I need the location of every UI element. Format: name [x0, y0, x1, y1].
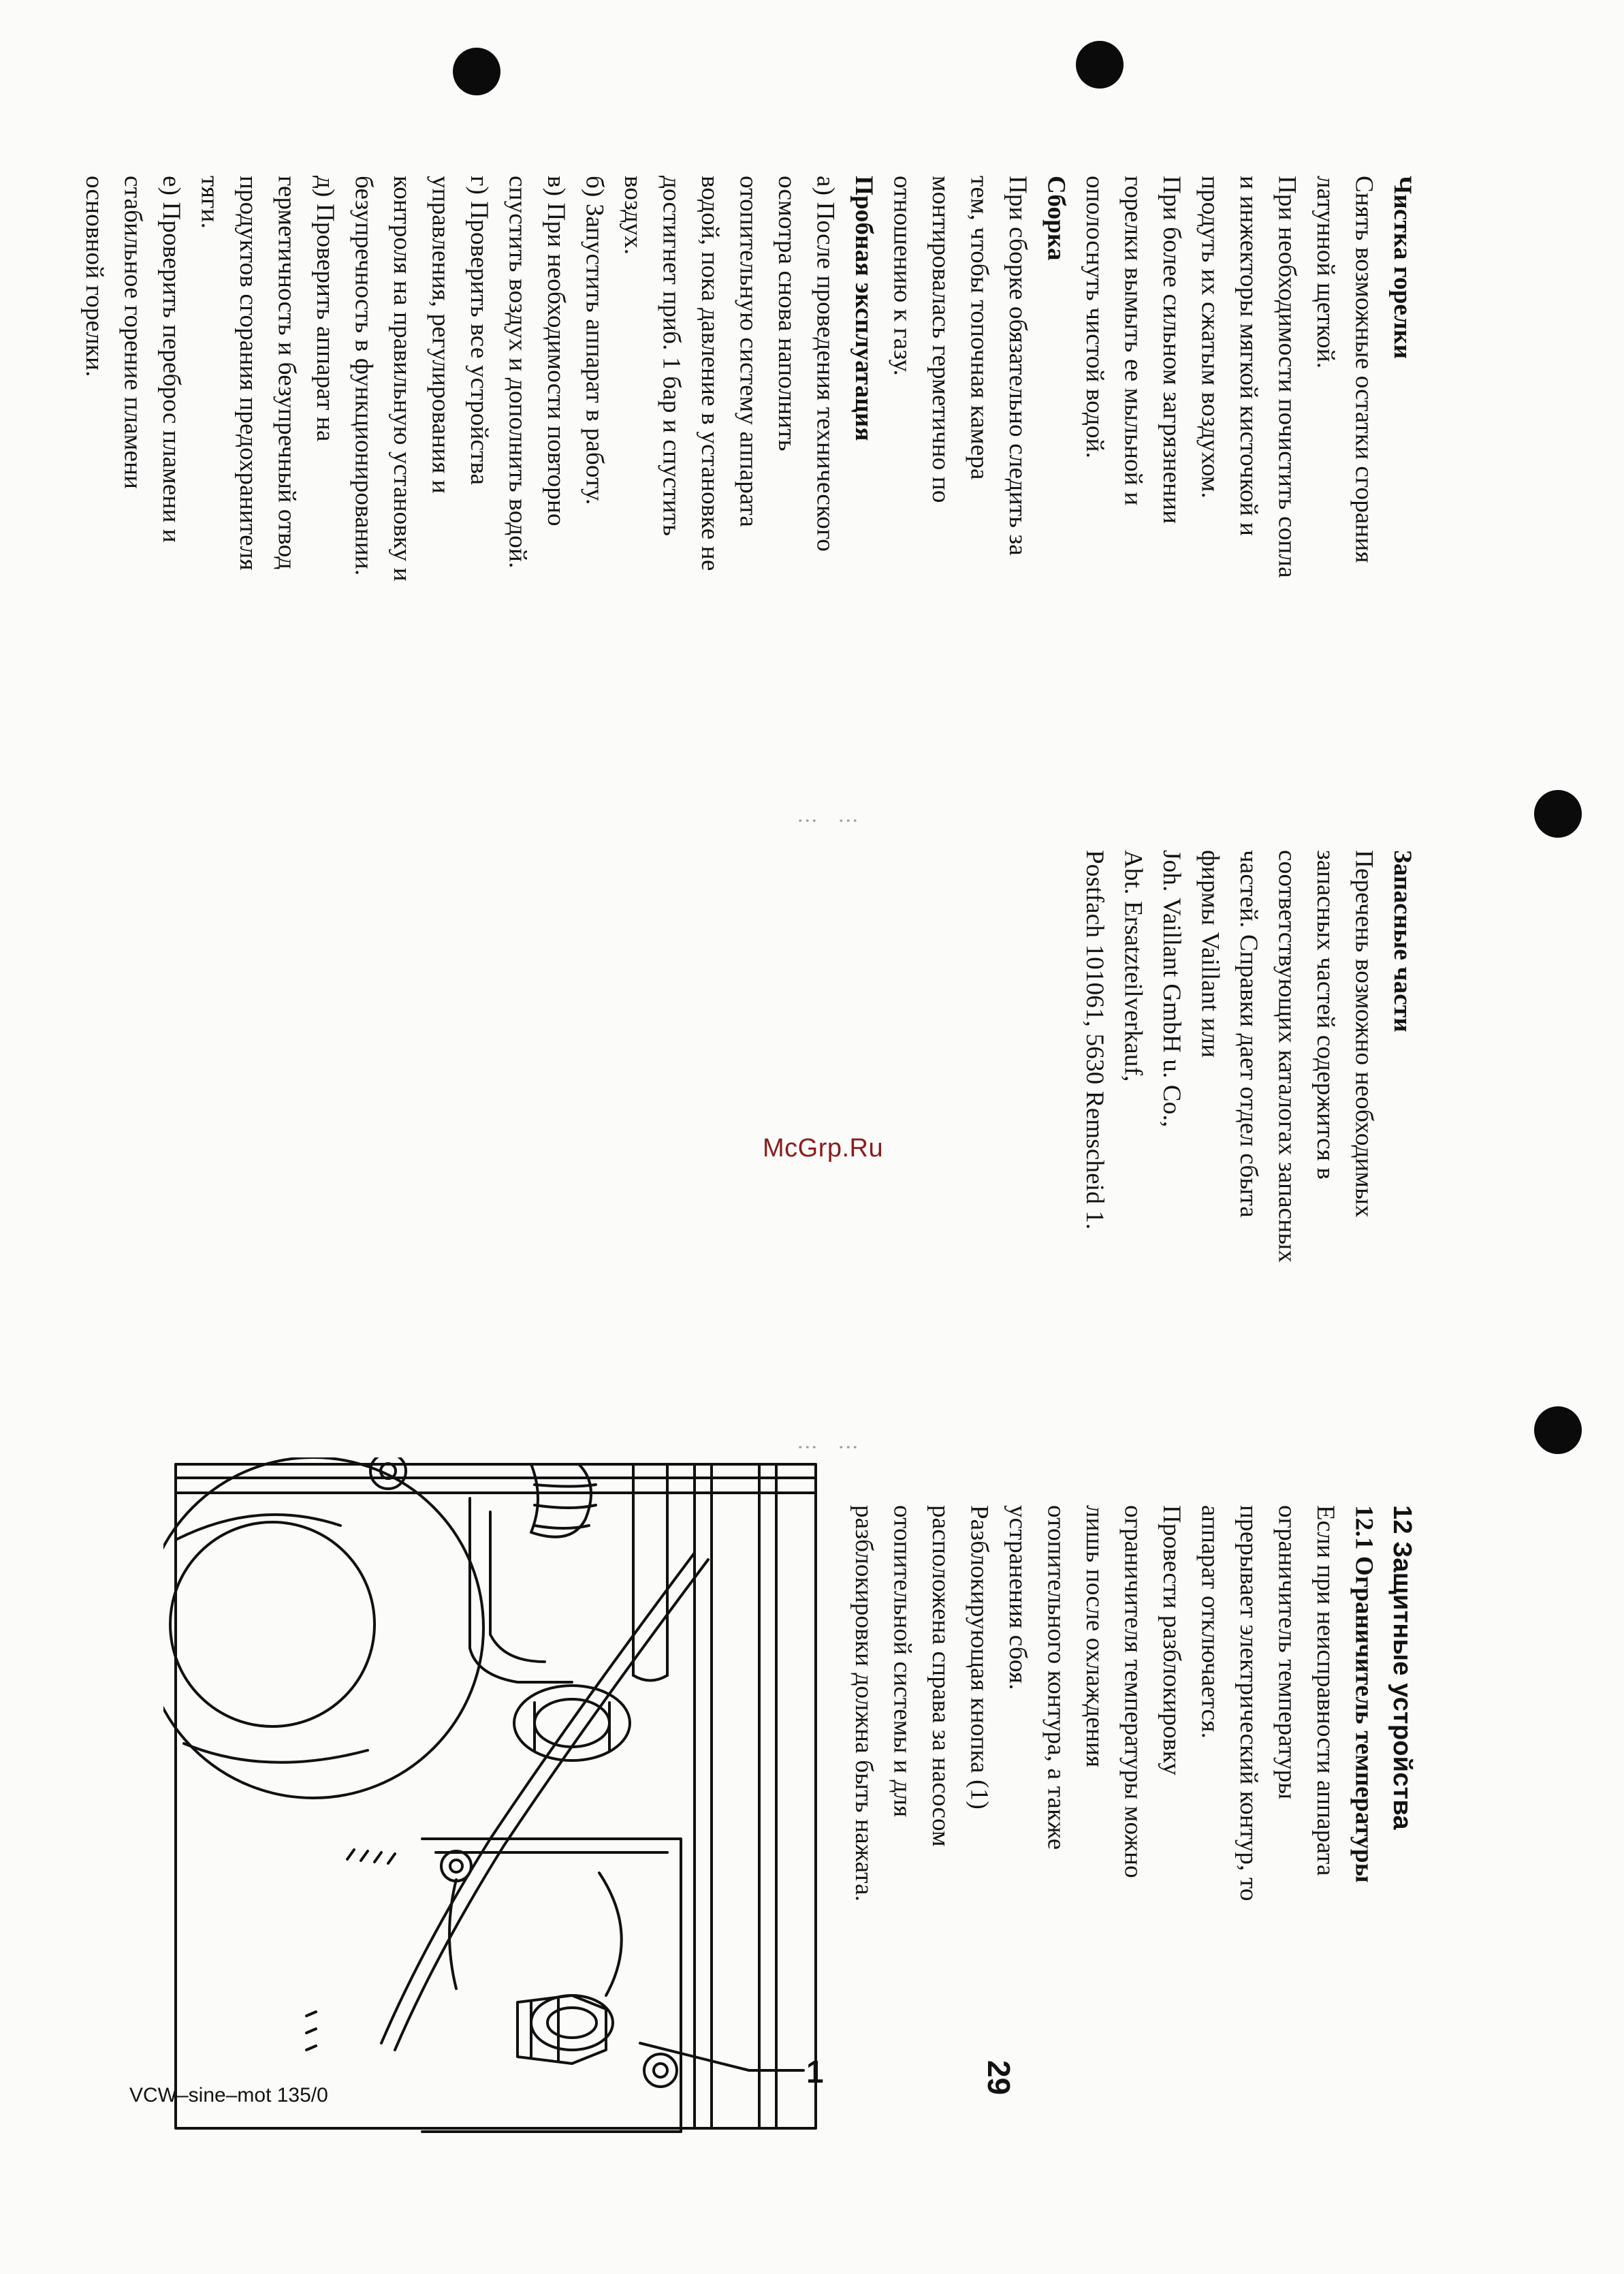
- text-line: герметичность и безупречный отвод: [272, 176, 301, 570]
- text-line: отопительного контура, а также: [1042, 1505, 1070, 1850]
- text-line: ограничителя температуры можно: [1119, 1505, 1147, 1878]
- text-line: разблокировки должна быть нажата.: [850, 1505, 878, 1902]
- callout-label: 1: [806, 2054, 824, 2089]
- text-line: тем, чтобы топочная камера: [965, 176, 993, 480]
- punch-hole: [1076, 41, 1124, 89]
- text-line: спустить воздух и дополнить водой.: [503, 176, 532, 569]
- scan-smudge: ⋮: [837, 810, 859, 831]
- text-line: соответствующих каталогах запасных: [1273, 850, 1301, 1263]
- text-line: контроля на правильную установку и: [388, 176, 416, 582]
- heading-safety-devices: 12 Защитные устройства: [1388, 1505, 1416, 1830]
- text-line: фирмы Vaillant или: [1196, 850, 1224, 1058]
- text-line: отношению к газу.: [888, 176, 917, 376]
- punch-hole: [1534, 1406, 1582, 1454]
- text-line: Postfach 101061, 5630 Remscheid 1.: [1081, 850, 1109, 1230]
- scan-smudge: ⋮: [837, 1437, 859, 1457]
- text-line: расположена справа за насосом: [927, 1505, 955, 1847]
- text-line: б) Запустить аппарат в работу.: [580, 176, 609, 505]
- text-line: частей. Справки дает отдел сбыта: [1235, 850, 1262, 1218]
- text-line: При сборке обязательно следить за: [1004, 176, 1032, 556]
- left-text-column: [75, 176, 1422, 582]
- text-line: аппарат отключается.: [1196, 1505, 1224, 1739]
- text-line: Joh. Vaillant GmbH u. Co.,: [1158, 850, 1185, 1128]
- scan-smudge: ⋮: [796, 1437, 818, 1457]
- text-line: управления, регулирования и: [426, 176, 455, 494]
- text-line: Перечень возможно необходимых: [1350, 850, 1378, 1218]
- punch-hole: [1534, 790, 1582, 838]
- figure-caption: VCW–sine–mot 135/0: [129, 2084, 328, 2106]
- text-line: Снять возможные остатки сгорания: [1350, 176, 1378, 563]
- spare-parts-column: [1075, 850, 1422, 1263]
- text-line: ограничитель температуры: [1273, 1505, 1301, 1800]
- heading-trial-operation: Пробная эксплуатация: [850, 176, 878, 441]
- text-line: тяги.: [195, 176, 224, 229]
- text-line: латунной щеткой.: [1311, 176, 1339, 369]
- text-line: продуть их сжатым воздухом.: [1196, 176, 1224, 499]
- text-line: воздух.: [619, 176, 647, 255]
- text-line: водой, пока давление в установке не: [696, 176, 724, 571]
- text-line: в) При необходимости повторно: [542, 176, 570, 526]
- figure-caption-wrap: [129, 2084, 470, 2125]
- text-line: е) Проверить переброс пламени и: [157, 176, 185, 543]
- text-line: а) После проведения технического: [811, 176, 840, 552]
- text-line: безупречность в функционировании.: [349, 176, 378, 576]
- text-line: При необходимости почистить сопла: [1273, 176, 1301, 578]
- text-line: Провести разблокировку: [1158, 1505, 1185, 1775]
- text-line: монтировалась герметично по: [927, 176, 955, 503]
- text-line: продуктов сгорания предохранителя: [234, 176, 262, 571]
- heading-assembly: Сборка: [1042, 176, 1070, 261]
- text-line: запасных частей содержится в: [1311, 850, 1339, 1180]
- text-line: отопительную систему аппарата: [734, 176, 763, 528]
- punch-hole: [453, 48, 500, 95]
- watermark: McGrp.Ru: [763, 1134, 884, 1163]
- text-line: достигнет приб. 1 бар и спустить: [657, 176, 686, 537]
- text-line: ополоснуть чистой водой.: [1081, 176, 1109, 459]
- subheading-temperature-limiter: 12.1 Ограничитель температуры: [1350, 1505, 1378, 1883]
- text-line: горелки вымыть ее мыльной и: [1119, 176, 1147, 506]
- text-line: г) Проверить все устройства: [465, 176, 493, 486]
- text-line: устранения сбоя.: [1004, 1505, 1032, 1690]
- scan-smudge: ⋮: [796, 810, 818, 831]
- safety-devices-column: [844, 1505, 1422, 1901]
- text-line: Если при неисправности аппарата: [1311, 1505, 1339, 1876]
- text-line: отопительной системы и для: [888, 1505, 917, 1818]
- text-line: лишь после охлаждения: [1081, 1505, 1109, 1768]
- text-line: прерывает электрический контур, то: [1235, 1505, 1262, 1901]
- heading-burner-cleaning: Чистка горелки: [1388, 176, 1416, 360]
- text-line: Abt. Ersatzteilverkauf,: [1119, 850, 1147, 1082]
- text-line: Разблокирующая кнопка (1): [965, 1505, 993, 1810]
- text-line: При более сильном загрязнении: [1158, 176, 1185, 524]
- burner-pump-illustration: [163, 1457, 831, 2138]
- text-line: осмотра снова наполнить: [773, 176, 801, 452]
- text-line: основной горелки.: [80, 176, 108, 377]
- heading-spare-parts: Запасные части: [1388, 850, 1416, 1032]
- text-line: и инжекторы мягкой кисточкой и: [1235, 176, 1262, 537]
- page-number: 29: [981, 2060, 1017, 2096]
- text-line: стабильное горение пламени: [118, 176, 147, 490]
- text-line: д) Проверить аппарат на: [311, 176, 339, 442]
